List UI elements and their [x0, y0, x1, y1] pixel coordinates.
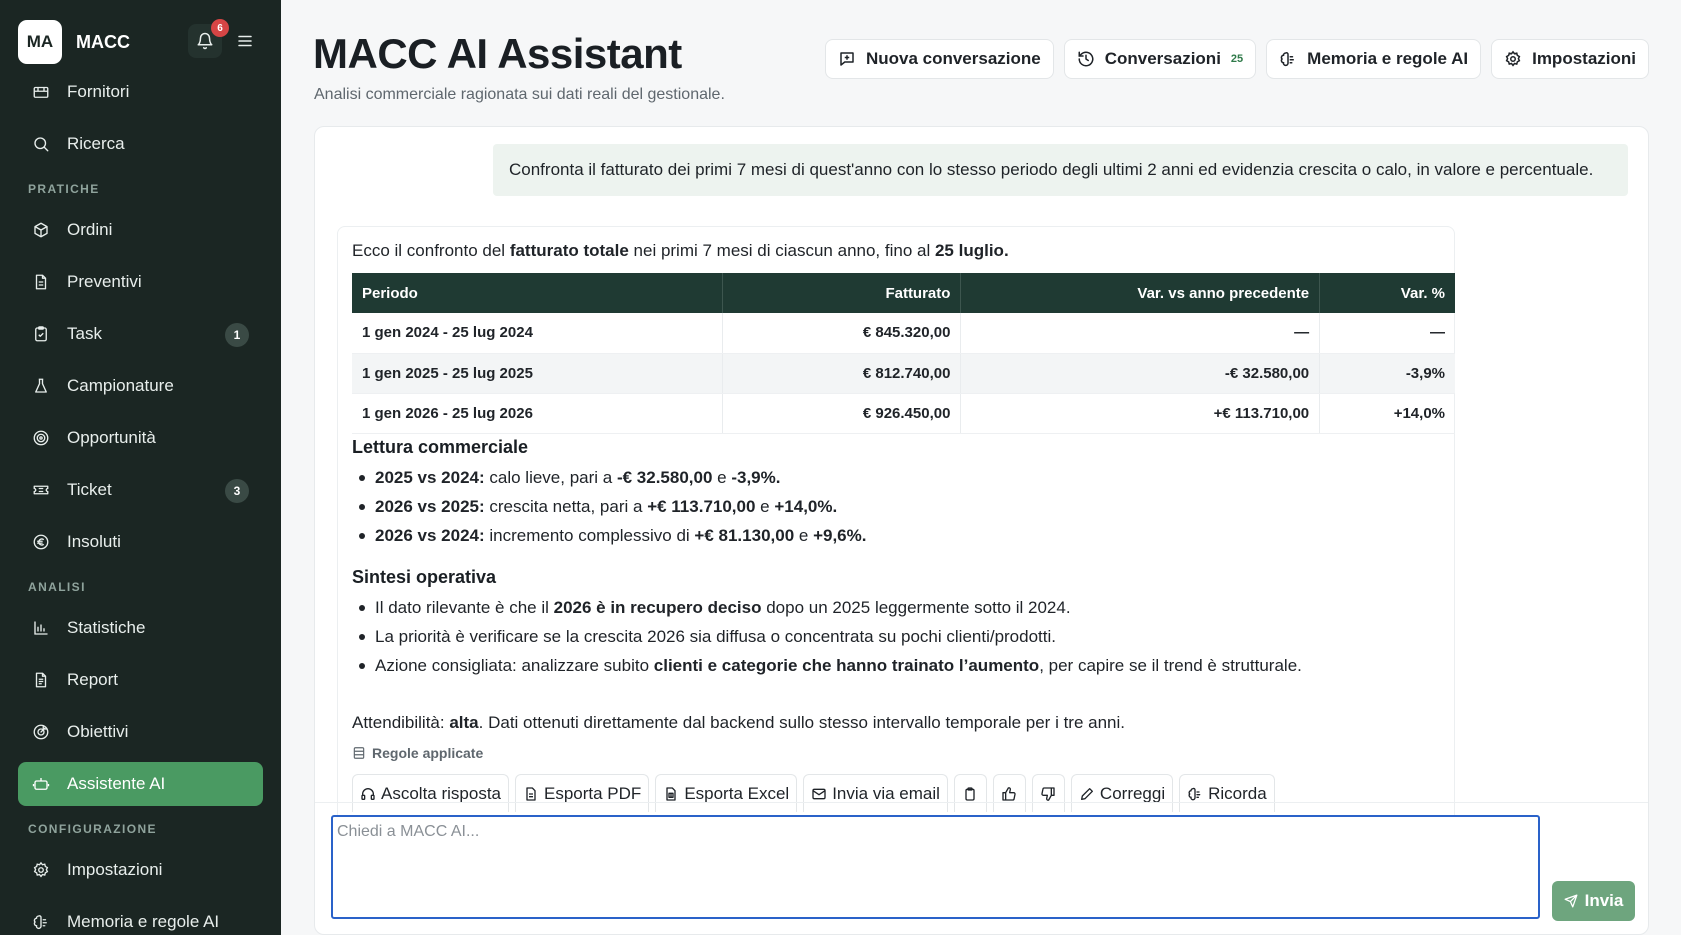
sidebar-item-opportunita[interactable]: [18, 416, 263, 460]
section-analisi: ANALISI: [28, 580, 86, 594]
sidebar-item-label: Ricerca: [67, 134, 125, 153]
thumbs-down-button[interactable]: [1032, 774, 1065, 812]
intro-bold: fatturato totale: [509, 241, 629, 260]
list-item: Il dato rilevante è che il 2026 è in recupero deciso dopo un 2025 leggermente sotto il 2024.: [352, 593, 1302, 622]
conversations-count: 25: [1230, 53, 1244, 65]
thumbs-up-button[interactable]: [993, 774, 1026, 812]
task-count-badge: 1: [225, 323, 249, 347]
answer-intro: [352, 241, 1009, 261]
new-chat-icon: [838, 50, 856, 68]
table-cell: € 845.320,00: [723, 313, 961, 353]
new-conversation-button[interactable]: [825, 39, 1054, 79]
sidebar-item-label: Impostazioni: [67, 860, 163, 879]
table-row: [352, 393, 1455, 433]
page-title: MACC AI Assistant: [313, 30, 682, 77]
sidebar-item-statistiche[interactable]: [18, 606, 263, 650]
list-item: 2026 vs 2024: incremento complessivo di +€ 81.130,00 e +9,6%.: [352, 521, 866, 550]
ticket-icon: [31, 480, 51, 500]
sintesi-heading: Sintesi operativa: [352, 567, 497, 587]
intro-bold: 25 luglio: [934, 241, 1004, 260]
clipboard-icon: [31, 324, 51, 344]
table-cell: +€ 113.710,00: [961, 393, 1320, 433]
composer-divider: [315, 802, 1649, 803]
correct-button[interactable]: [1071, 774, 1173, 812]
memory-rules-label: Memoria e regole AI: [1307, 49, 1469, 68]
list-item: 2025 vs 2024: calo lieve, pari a -€ 32.580,00 e -3,9%.: [352, 463, 866, 492]
sintesi-list: [352, 593, 1302, 680]
remember-label: Ricorda: [1208, 783, 1267, 803]
pencil-icon: [1079, 786, 1095, 802]
section-configurazione: CONFIGURAZIONE: [28, 822, 157, 836]
menu-toggle-button[interactable]: [234, 30, 256, 52]
table-cell: —: [961, 313, 1320, 353]
sidebar-item-fornitori[interactable]: [18, 70, 263, 114]
list-item: Azione consigliata: analizzare subito clienti e categorie che hanno trainato l’aumento, per capire se il trend è strutturale.: [352, 651, 1302, 680]
table-cell: +14,0%: [1320, 393, 1455, 433]
sidebar-item-label: Assistente AI: [67, 774, 166, 793]
lettura-list: [352, 463, 866, 550]
listen-label: Ascolta risposta: [381, 783, 501, 803]
user-message: Confronta il fatturato dei primi 7 mesi di quest'anno con lo stesso periodo degli ultimi 2 anni ed evidenzia crescita o calo, in valore e percentuale.: [493, 144, 1628, 196]
main-area: [281, 0, 1681, 935]
database-icon: [352, 746, 366, 760]
export-excel-button[interactable]: [655, 774, 797, 812]
sidebar-item-label: Statistiche: [67, 618, 146, 637]
brain-icon: [1187, 786, 1203, 802]
send-label: Invia: [1584, 891, 1624, 910]
chat-panel: [314, 126, 1649, 935]
robot-icon: [31, 774, 51, 794]
listen-button[interactable]: [352, 774, 509, 812]
sidebar-item-label: Fornitori: [67, 82, 130, 101]
sidebar-item-impostazioni[interactable]: [18, 848, 263, 892]
sidebar-item-label: Preventivi: [67, 272, 142, 291]
sidebar: [0, 0, 281, 935]
sidebar-item-label: Memoria e regole AI: [67, 912, 220, 931]
euro-icon: [31, 532, 51, 552]
sidebar-item-report[interactable]: [18, 658, 263, 702]
send-email-button[interactable]: [803, 774, 948, 812]
table-cell: 1 gen 2026 - 25 lug 2026: [352, 393, 723, 433]
report-icon: [31, 670, 51, 690]
export-pdf-button[interactable]: [515, 774, 649, 812]
sidebar-item-ricerca[interactable]: [18, 122, 263, 166]
sidebar-item-obiettivi[interactable]: [18, 710, 263, 754]
mail-icon: [811, 786, 827, 802]
list-item: La priorità è verificare se la crescita 2026 sia diffusa o concentrata su pochi clienti/prodotti.: [352, 622, 1302, 651]
table-cell: -3,9%: [1320, 353, 1455, 393]
bell-icon: [196, 32, 214, 50]
sidebar-item-preventivi[interactable]: [18, 260, 263, 304]
sidebar-item-memoria[interactable]: [18, 900, 263, 935]
column-header: Var. vs anno precedente: [961, 273, 1320, 313]
column-header: Periodo: [352, 273, 723, 313]
sidebar-item-ordini[interactable]: [18, 208, 263, 252]
document-icon: [31, 272, 51, 292]
rules-applied-label: Regole applicate: [372, 745, 484, 761]
brand-name: MACC: [76, 31, 130, 52]
document-icon: [523, 786, 539, 802]
page-subtitle: Analisi commerciale ragionata sui dati reali del gestionale.: [314, 86, 725, 103]
conversations-label: Conversazioni: [1104, 49, 1221, 68]
table-header-row: [352, 273, 1455, 313]
send-icon: [1564, 894, 1578, 908]
table-row: [352, 353, 1455, 393]
column-header: Var. %: [1320, 273, 1455, 313]
settings-button[interactable]: [1491, 39, 1649, 79]
table-cell: —: [1320, 313, 1455, 353]
package-icon: [31, 220, 51, 240]
search-icon: [31, 134, 51, 154]
message-actions: [352, 774, 1275, 812]
table-row: [352, 313, 1455, 353]
intro-text: nei primi 7 mesi di ciascun anno, fino al: [628, 241, 935, 260]
intro-text: Ecco il confronto del: [352, 241, 510, 260]
memory-rules-button[interactable]: [1266, 39, 1481, 79]
chat-input[interactable]: [331, 815, 1540, 919]
sidebar-item-label: Opportunità: [67, 428, 156, 447]
sidebar-item-ticket[interactable]: [18, 468, 263, 512]
sidebar-item-label: Obiettivi: [67, 722, 129, 741]
thumbs-up-icon: [1001, 786, 1017, 802]
assistant-message: [337, 226, 1455, 826]
remember-button[interactable]: [1179, 774, 1275, 812]
app-logo: MA: [18, 20, 62, 64]
brain-icon: [1279, 50, 1297, 68]
conversations-button[interactable]: [1064, 39, 1256, 79]
sidebar-item-label: Report: [67, 670, 119, 689]
rules-applied-toggle[interactable]: [352, 745, 483, 761]
settings-label: Impostazioni: [1532, 49, 1636, 68]
column-header: Fatturato: [723, 273, 961, 313]
reliability-note: Attendibilità: alta. Dati ottenuti direttamente dal backend sullo stesso intervallo temporale per i tre anni.: [352, 713, 1125, 732]
history-icon: [1077, 50, 1095, 68]
headphones-icon: [360, 786, 376, 802]
table-cell: -€ 32.580,00: [961, 353, 1320, 393]
table-cell: 1 gen 2024 - 25 lug 2024: [352, 313, 723, 353]
sidebar-item-label: Insoluti: [67, 532, 121, 551]
thumbs-down-icon: [1040, 786, 1056, 802]
sidebar-nav: [0, 70, 281, 935]
sidebar-item-label: Ordini: [67, 220, 113, 239]
list-item: 2026 vs 2025: crescita netta, pari a +€ 113.710,00 e +14,0%.: [352, 492, 866, 521]
section-pratiche: PRATICHE: [28, 182, 100, 196]
table-cell: € 812.740,00: [723, 353, 961, 393]
clipboard-icon: [962, 786, 978, 802]
gear-icon: [31, 860, 51, 880]
copy-button[interactable]: [954, 774, 987, 812]
intro-bold: .: [1003, 241, 1009, 260]
bar-chart-icon: [31, 618, 51, 638]
lettura-heading: Lettura commerciale: [352, 437, 529, 457]
ticket-count-badge: 3: [225, 479, 249, 503]
sidebar-item-label: Task: [67, 324, 102, 343]
send-button[interactable]: [1552, 881, 1635, 921]
header-actions: [825, 39, 1649, 79]
sidebar-item-label: Campionature: [67, 376, 174, 395]
new-conversation-label: Nuova conversazione: [865, 49, 1041, 68]
brain-icon: [31, 912, 51, 932]
sidebar-item-assistente-ai[interactable]: [18, 762, 263, 806]
flask-icon: [31, 376, 51, 396]
truck-icon: [31, 82, 51, 102]
send-email-label: Invia via email: [832, 783, 940, 803]
notifications-badge: 6: [211, 19, 229, 37]
goal-icon: [31, 722, 51, 742]
correct-label: Correggi: [1099, 783, 1166, 803]
table-cell: € 926.450,00: [723, 393, 961, 433]
spreadsheet-icon: [663, 786, 679, 802]
hamburger-icon: [236, 32, 254, 50]
gear-icon: [1504, 50, 1522, 68]
sidebar-item-task[interactable]: [18, 312, 263, 356]
sidebar-item-label: Ticket: [67, 480, 112, 499]
target-icon: [31, 428, 51, 448]
export-pdf-label: Esporta PDF: [544, 783, 642, 803]
sidebar-item-campionature[interactable]: [18, 364, 263, 408]
table-cell: 1 gen 2025 - 25 lug 2025: [352, 353, 723, 393]
export-excel-label: Esporta Excel: [684, 783, 790, 803]
sidebar-item-insoluti[interactable]: [18, 520, 263, 564]
revenue-table: [352, 273, 1455, 434]
